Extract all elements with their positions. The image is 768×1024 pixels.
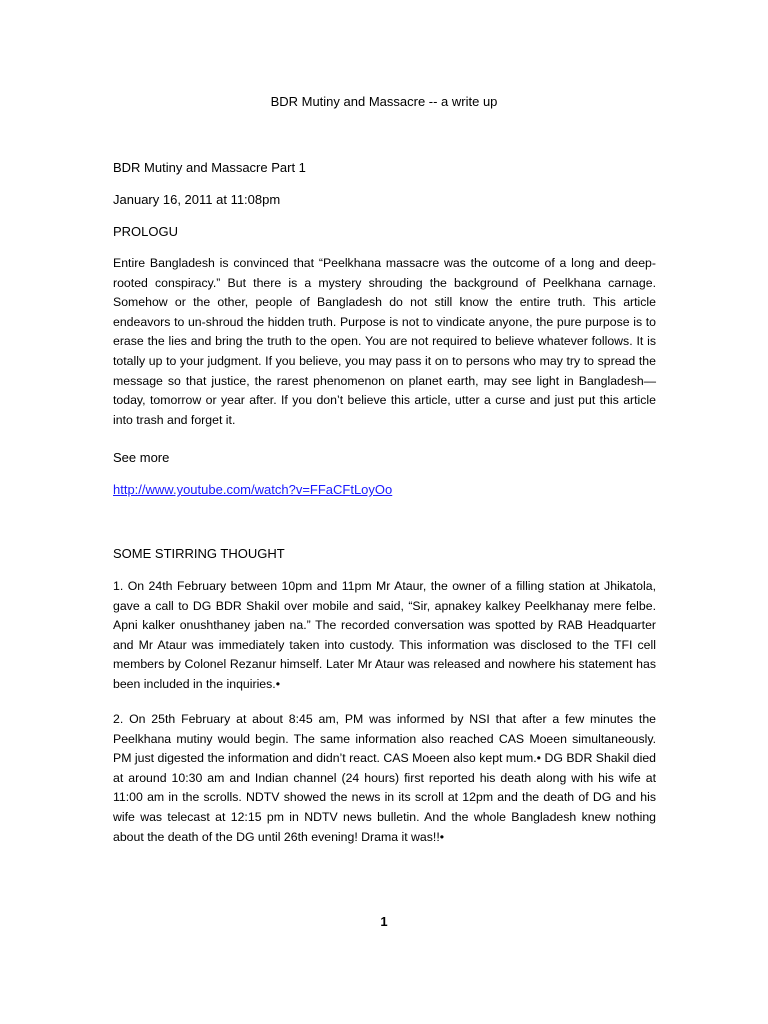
page-number: 1 <box>380 914 388 929</box>
document-subtitle: BDR Mutiny and Massacre Part 1 <box>113 160 306 175</box>
point-1-paragraph: 1. On 24th February between 10pm and 11pm Mr Ataur, the owner of a filling station at Jhikatola, gave a call to DG BDR Shakil over mobile and said, “Sir, apnakey kalkey Peelkhanay mere felbe. Apni kalker onushthaney jaben na.” The recorded conversation was spotted by RAB Headquarter and Mr Ataur was immediately taken into custody. This information was disclosed to the TFI cell members by Colonel Rezanur himself. Later Mr Ataur was released and nowhere his statement has been included in the inquiries.• <box>113 579 656 691</box>
document-title: BDR Mutiny and Massacre -- a write up <box>270 94 498 109</box>
see-more-label: See more <box>113 450 170 465</box>
prologue-paragraph: Entire Bangladesh is convinced that “Peelkhana massacre was the outcome of a long and deep-rooted conspiracy.” But there is a mystery shrouding the background of Peelkhana carnage. Somehow or the other, people of Bangladesh do not still know the entire truth. This article endeavors to un-shroud the hidden truth. Purpose is not to vindicate anyone, the pure purpose is to erase the lies and bring the truth to the open. You are not required to believe whatever follows. It is totally up to your judgment. If you believe, you may pass it on to persons who may try to spread the message so that justice, the rarest phenomenon on planet earth, may see light in Bangladesh—today, tomorrow or year after. If you don’t believe this article, utter a curse and just put this article into trash and forget it. <box>113 256 656 427</box>
link-row <box>113 482 392 498</box>
prologue-heading: PROLOGU <box>113 224 179 239</box>
post-date: January 16, 2011 at 11:08pm <box>113 192 281 207</box>
point-2-paragraph: 2. On 25th February at about 8:45 am, PM was informed by NSI that after a few minutes the Peelkhana mutiny would begin. The same information also reached CAS Moeen simultaneously. PM just digested the information and didn’t react. CAS Moeen also kept mum.• DG BDR Shakil died at around 10:30 am and Indian channel (24 hours) first reported his death along with his wife at 11:00 am in the scrolls. NDTV showed the news in its scroll at 12pm and the death of DG and his wife was telecast at 12:15 pm in NDTV news bulletin. And the whole Bangladesh knew nothing about the death of the DG until 26th evening! Drama it was!!• <box>113 712 656 844</box>
youtube-link[interactable]: http://www.youtube.com/watch?v=FFaCFtLoyOo <box>113 482 393 497</box>
section-heading: SOME STIRRING THOUGHT <box>113 546 285 561</box>
